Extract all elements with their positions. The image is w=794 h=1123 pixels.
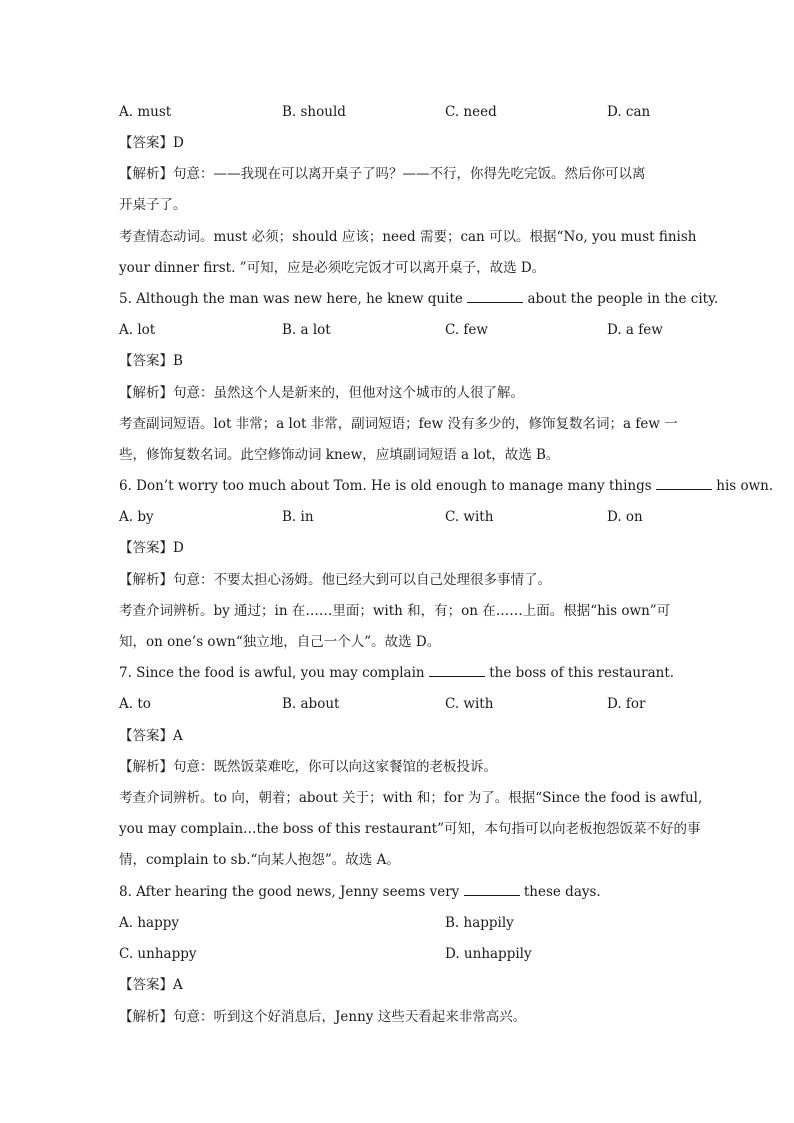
option-d: D. unhappily bbox=[445, 946, 532, 962]
analysis-line: 考查情态动词。must 必须；should 应该；need 需要；can 可以。根据“No, you must finish bbox=[119, 229, 697, 245]
question-stem bbox=[119, 290, 719, 308]
option-b: B. a lot bbox=[282, 322, 331, 338]
option-a: A. happy bbox=[119, 915, 179, 931]
question-stem bbox=[119, 477, 774, 495]
option-d: D. a few bbox=[607, 322, 663, 338]
option-a: A. must bbox=[119, 104, 172, 120]
analysis-line: 考查介词辨析。to 向，朝着；about 关于；with 和；for 为了。根据“Since the food is awful, bbox=[119, 790, 703, 806]
answer-blank bbox=[464, 883, 520, 896]
stem-text: 7. Since the food is awful, you may complain bbox=[119, 665, 429, 681]
analysis-line: 【解析】句意：——我现在可以离开桌子了吗？——不行，你得先吃完饭。然后你可以离 bbox=[119, 166, 646, 182]
option-b: B. in bbox=[282, 509, 314, 525]
analysis-line: 考查介词辨析。by 通过；in 在……里面；with 和，有；on 在……上面。根据“his own”可 bbox=[119, 603, 671, 619]
option-a: A. to bbox=[119, 696, 151, 712]
answer-blank bbox=[429, 664, 485, 677]
option-a: A. lot bbox=[119, 322, 156, 338]
option-c: C. few bbox=[445, 322, 488, 338]
question-stem bbox=[119, 883, 679, 901]
stem-text: 8. After hearing the good news, Jenny seems very bbox=[119, 884, 464, 900]
option-c: C. need bbox=[445, 104, 497, 120]
answer-line: 【答案】A bbox=[119, 977, 183, 993]
option-b: B. should bbox=[282, 104, 346, 120]
option-b: B. about bbox=[282, 696, 340, 712]
stem-text: his own. bbox=[711, 478, 774, 494]
question-stem bbox=[119, 664, 679, 682]
option-d: D. on bbox=[607, 509, 643, 525]
answer-line: 【答案】B bbox=[119, 353, 183, 369]
analysis-line: 【解析】句意：既然饭菜难吃，你可以向这家餐馆的老板投诉。 bbox=[119, 759, 497, 775]
stem-text: these days. bbox=[519, 884, 601, 900]
option-c: C. with bbox=[445, 696, 494, 712]
analysis-line: you may complain…the boss of this restaurant”可知，本句指可以向老板抱怨饭菜不好的事 bbox=[119, 821, 701, 837]
stem-text: 6. Don’t worry too much about Tom. He is old enough to manage many things bbox=[119, 478, 656, 494]
option-a: A. by bbox=[119, 509, 154, 525]
analysis-line: 知，on one’s own“独立地，自己一个人”。故选 D。 bbox=[119, 634, 441, 650]
stem-text: the boss of this restaurant. bbox=[484, 665, 675, 681]
analysis-line: 【解析】句意：听到这个好消息后，Jenny 这些天看起来非常高兴。 bbox=[119, 1009, 527, 1025]
stem-text: about the people in the city. bbox=[523, 291, 719, 307]
analysis-line: 【解析】句意：虽然这个人是新来的，但他对这个城市的人很了解。 bbox=[119, 385, 524, 401]
analysis-line: 些，修饰复数名词。此空修饰动词 knew，应填副词短语 a lot，故选 B。 bbox=[119, 447, 560, 463]
option-d: D. can bbox=[607, 104, 651, 120]
answer-line: 【答案】D bbox=[119, 540, 184, 556]
answer-line: 【答案】D bbox=[119, 135, 184, 151]
stem-text: 5. Although the man was new here, he knew quite bbox=[119, 291, 468, 307]
analysis-line: 考查副词短语。lot 非常；a lot 非常，副词短语；few 没有多少的，修饰复数名词；a few 一 bbox=[119, 416, 678, 432]
option-d: D. for bbox=[607, 696, 646, 712]
answer-line: 【答案】A bbox=[119, 728, 183, 744]
analysis-line: 开桌子了。 bbox=[119, 197, 187, 213]
answer-blank bbox=[656, 477, 712, 490]
option-c: C. with bbox=[445, 509, 494, 525]
analysis-line: 【解析】句意：不要太担心汤姆。他已经大到可以自己处理很多事情了。 bbox=[119, 572, 551, 588]
analysis-line: 情，complain to sb.“向某人抱怨”。故选 A。 bbox=[119, 852, 400, 868]
analysis-line: your dinner first. ”可知，应是必须吃完饭才可以离开桌子，故选 D。 bbox=[119, 260, 546, 276]
option-b: B. happily bbox=[445, 915, 514, 931]
option-c: C. unhappy bbox=[119, 946, 197, 962]
answer-blank bbox=[467, 290, 523, 303]
